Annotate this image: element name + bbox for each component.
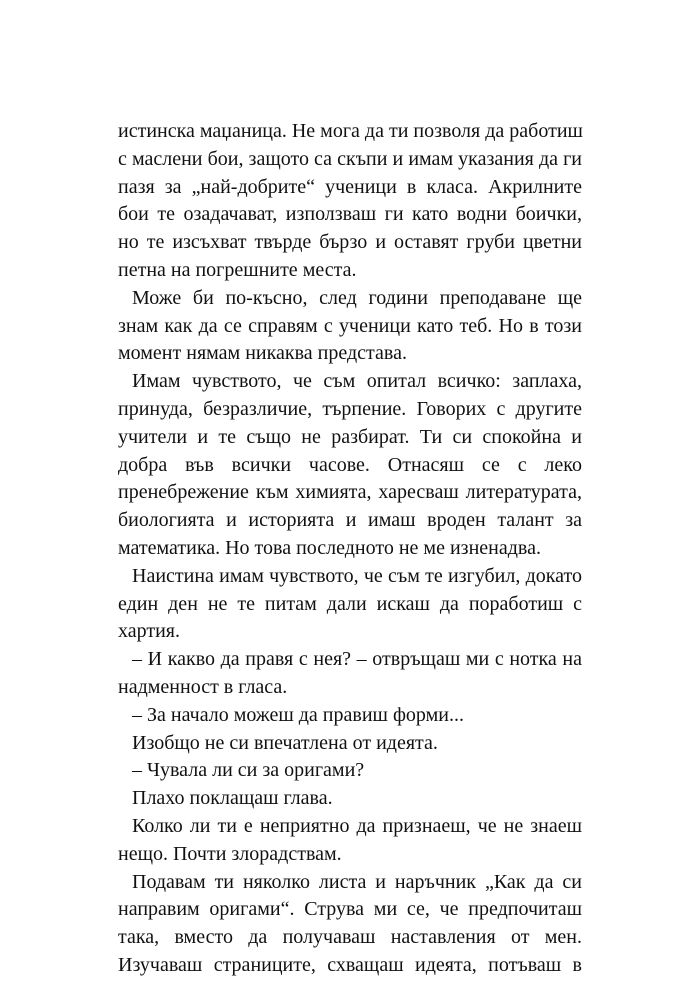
text-line: учители и те също не разбират. Ти си спокойна и bbox=[118, 425, 582, 448]
text-line: Колко ли ти е неприятно да признаеш, че не знаеш bbox=[132, 814, 582, 837]
text-line: но те изсъхват твърде бързо и оставят груби цветни bbox=[118, 231, 582, 254]
text-line: нещо. Почти злорадствам. bbox=[118, 842, 342, 865]
text-line: бои те озадачават, използваш ги като водни боички, bbox=[118, 203, 582, 226]
text-line: пазя за „най-добрите“ ученици в класа. Акрилните bbox=[118, 175, 582, 198]
text-line: – И какво да правя с нея? – отвръщаш ми с нотка на bbox=[132, 648, 582, 671]
text-line: добра във всички часове. Отнасяш се с леко bbox=[118, 453, 582, 476]
text-line: Плахо поклащаш глава. bbox=[132, 787, 333, 810]
text-line: Може би по-късно, след години преподаване ще bbox=[132, 286, 582, 309]
text-line: – За начало можеш да правиш форми... bbox=[132, 703, 464, 726]
text-line: Имам чувството, че съм опитал всичко: заплаха, bbox=[132, 370, 582, 393]
book-page-text bbox=[118, 118, 582, 980]
text-line: математика. Но това последното не ме изненадва. bbox=[118, 536, 541, 559]
text-line: Изобщо не си впечатлена от идеята. bbox=[132, 731, 438, 754]
text-line: с маслени бои, защото са скъпи и имам указания да ги bbox=[118, 147, 582, 170]
text-line: Подавам ти няколко листа и наръчник „Как да си bbox=[132, 870, 582, 893]
text-line: момент нямам никаква представа. bbox=[118, 342, 407, 365]
text-line: така, вместо да получаваш наставления от мен. bbox=[118, 926, 582, 949]
text-line: Изучаваш страниците, схващаш идеята, потъваш в bbox=[118, 953, 582, 976]
text-line: хартия. bbox=[118, 620, 180, 643]
text-line: биологията и историята и имаш вроден талант за bbox=[118, 509, 582, 532]
text-line: Наистина имам чувството, че съм те изгубил, докато bbox=[132, 564, 582, 587]
text-line: един ден не те питам дали искаш да поработиш с bbox=[118, 592, 582, 615]
text-line: петна на погрешните места. bbox=[118, 258, 357, 281]
text-line: пренебрежение към химията, харесваш литературата, bbox=[118, 481, 582, 504]
text-line: направим оригами“. Струва ми се, че предпочиташ bbox=[118, 898, 582, 921]
text-line: надменност в гласа. bbox=[118, 675, 288, 698]
text-line: принуда, безразличие, търпение. Говорих с другите bbox=[118, 397, 582, 420]
text-line: – Чувала ли си за оригами? bbox=[132, 759, 365, 782]
text-line: знам как да се справям с ученици като теб. Но в този bbox=[118, 314, 582, 337]
text-line: истинска маџаница. Не мога да ти позволя да работиш bbox=[118, 120, 583, 142]
